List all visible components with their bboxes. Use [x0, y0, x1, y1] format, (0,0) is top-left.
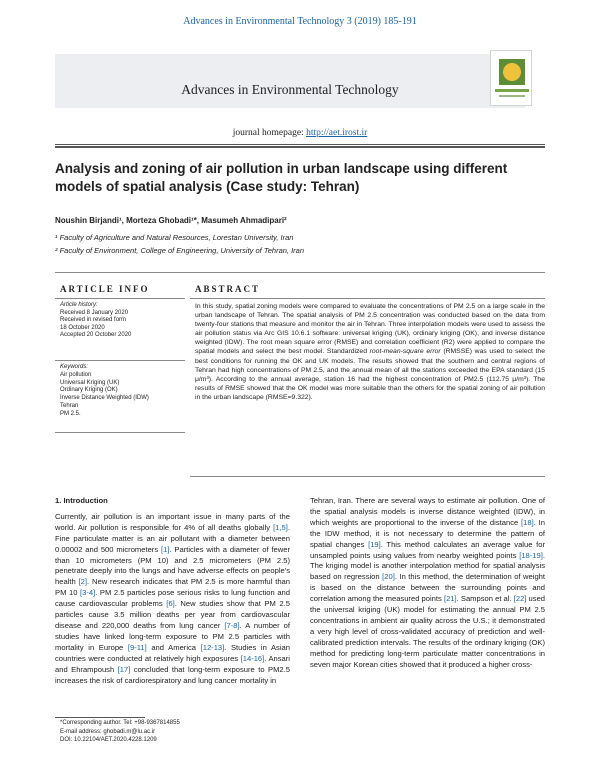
- keyword: Air pollution: [60, 371, 92, 378]
- article-history: [60, 302, 131, 340]
- body-text: . Sampson et al.: [456, 594, 514, 604]
- affiliation-2: ² Faculty of Environment, College of Engineering, University of Tehran, Iran: [55, 246, 305, 255]
- divider: [55, 432, 185, 433]
- divider: [55, 298, 185, 299]
- divider: [55, 272, 545, 273]
- body-column-right: [310, 496, 545, 671]
- footnote-divider: [55, 717, 145, 718]
- citation-link[interactable]: [20]: [382, 572, 395, 582]
- body-text: . New studies show that PM 2.5 particles cause 3.5 million deaths per year from cardiovascular disease and 220,000 deaths from lung cancer: [55, 599, 290, 630]
- body-text: . This method calculates an average value for unsampled points using values from nearby weighted points: [310, 539, 545, 560]
- divider: [55, 144, 545, 145]
- journal-name: Advances in Environmental Technology: [181, 82, 399, 97]
- journal-banner: [55, 54, 525, 108]
- body-text: . A number of studies have linked long-term exposure to PM 2.5 particles with mortality in Europe: [55, 620, 290, 652]
- citation-link[interactable]: [19]: [368, 539, 381, 549]
- citation-link[interactable]: [21]: [443, 594, 457, 604]
- divider: [55, 360, 185, 361]
- history-label: Article history:: [60, 302, 98, 308]
- body-column-left: [55, 496, 290, 686]
- citation-link[interactable]: [17]: [117, 664, 131, 674]
- keyword: PM 2.5.: [60, 410, 81, 417]
- body-text: . Ansari and Ehrampoush: [55, 653, 290, 674]
- footnote-doi: DOI: 10.22104/AET.2020.4228.1209: [60, 737, 157, 743]
- body-text: concluded that long-term exposure to PM2.5 increases the risk of cardiorespiratory and lung cancer mortality in: [55, 664, 290, 685]
- citation-link[interactable]: [9-11]: [127, 642, 147, 652]
- citation-link[interactable]: [1]: [161, 544, 170, 554]
- citation-link[interactable]: [6]: [166, 599, 175, 609]
- citation-link[interactable]: [18-19]: [519, 550, 543, 560]
- keyword: Inverse Distance Weighted (IDW): [60, 395, 149, 402]
- paragraph: [310, 496, 545, 671]
- paper-title: Analysis and zoning of air pollution in urban landscape using different models of spatial analysis (Case study: Tehran): [55, 161, 508, 194]
- keywords: [60, 364, 149, 419]
- citation-link[interactable]: [22]: [513, 594, 527, 604]
- citation-link[interactable]: [14-16]: [240, 653, 265, 663]
- section-heading: 1. Introduction: [55, 496, 108, 505]
- body-text: . PM 2.5 particles pose serious risks to lung function and cause cardiovascular problems: [55, 588, 290, 609]
- citation-link[interactable]: [7-8]: [224, 620, 240, 630]
- keyword: Universal Kriging (UK): [60, 379, 120, 386]
- author-list: Noushin Birjandi¹, Morteza Ghobadi¹*, Masumeh Ahmadipari²: [55, 216, 287, 225]
- journal-cover-image: [490, 50, 532, 106]
- body-text: . New research indicates that PM 2.5 is more harmful than PM 10: [55, 577, 290, 598]
- journal-citation: Advances in Environmental Technology 3 (2019) 185-191: [183, 16, 417, 27]
- affiliation-1: ¹ Faculty of Agriculture and Natural Resources, Lorestan University, Iran: [55, 233, 294, 242]
- history-line: 18 October 2020: [60, 324, 105, 331]
- citation-link[interactable]: [2]: [78, 577, 88, 587]
- abstract-heading: ABSTRACT: [195, 284, 261, 294]
- citation-link[interactable]: [1,5]: [273, 522, 288, 532]
- citation-link[interactable]: [12-13]: [200, 642, 225, 652]
- keyword: Ordinary Kriging (OK): [60, 387, 118, 394]
- paragraph: [55, 512, 290, 687]
- body-text: and America: [146, 642, 201, 652]
- body-text: used the universal kriging (UK) model for estimating the annual PM 2.5 concentrations in ambient air quality across the U.S.; it demonstrated a very high level of cross-validated accuracy of prediction and well-calibrated prediction intervals. The results of the ordinary kriging (OK) method for predicting long-term particulate matter concentrations in seven major Korean cities showed that it produced a higher cross-: [310, 594, 546, 669]
- body-text: . In this method, the determination of weight is based on the distance between the surrounding points and correlation among the measured points: [310, 572, 546, 604]
- citation-link[interactable]: [18]: [521, 517, 534, 527]
- body-text: . Fine particulate matter is an air pollutant with a diameter between 0.00002 and 500 micrometers: [55, 522, 290, 554]
- footnote-corresponding: *Corresponding author. Tel: +98-9367814855: [60, 720, 180, 726]
- history-line: Accepted 20 October 2020: [60, 332, 132, 339]
- history-line: Received 8 January 2020: [60, 309, 129, 316]
- divider: [190, 298, 545, 299]
- abstract-text: In this study, spatial zoning models were compared to evaluate the concentrations of PM 2.5 on a large scale in the urban landscape of Tehran. The spatial analysis of PM 2.5 concentration was conducted based on the data from twenty-four stations that measure and monitor the air in Tehran. Three interpolation models were used to assess the air pollution status via Arc GIS 10.6.1 software: universal kriging (UK), ordinary kriging (OK), and inverse distance weighted (IDW). The root mean square error (RMSE) and correlation coefficient (R2) were applied to compare the spatial models and select the best model. Standardized root-mean-square error (RMSSE) was used to select the best conditions for running the OK and UK models. The results showed that the southern and central regions of Tehran had high concentrations of PM 2.5, and the annual mean of all the stations exceeded the EPA standard (15 μ/m³). According to the annual average, station 16 had the highest concentration of PM2.5 (112.75 μ/m³). The results of RMSE showed that the OK model was more suitable than the others for the spatial zoning of air pollution in the urban landscape (RMSE=9.322).: [195, 303, 545, 401]
- body-text: . Particles with a diameter of fewer than 10 micrometers (PM 10) and 2.5 micrometers (PM 2.5) penetrate deeply into the lungs and have adverse effects on people's health: [55, 544, 291, 587]
- body-text: . Studies in Asian countries were conducted at relatively high exposures: [55, 642, 290, 663]
- keywords-label: Keywords:: [60, 364, 89, 370]
- footnotes: [60, 719, 180, 745]
- body-text: . In the IDW method, it is not necessary to determine the pattern of spatial changes: [310, 517, 545, 549]
- journal-homepage: [0, 128, 600, 138]
- body-text: . The kriging model is another interpolation method for spatial analysis based on regression: [310, 550, 545, 582]
- history-line: Received in revised form: [60, 317, 127, 324]
- citation-link[interactable]: [3-4]: [80, 588, 96, 598]
- keyword: Tehran: [60, 402, 79, 409]
- body-text: Tehran, Iran. There are several ways to estimate air pollution. One of the spatial analysis models is inverse distance weighted (IDW), in which weights are proportional to the inverse of the distance: [310, 496, 545, 527]
- divider: [190, 476, 545, 477]
- body-text: Currently, air pollution is an important issue in many parts of the world. Air pollution is responsible for 4% of all deaths globally: [55, 511, 290, 532]
- homepage-link[interactable]: http://aet.irost.ir: [306, 128, 368, 138]
- footnote-email: E-mail address: ghobadi.m@lu.ac.ir: [60, 728, 156, 735]
- homepage-label: journal homepage:: [232, 128, 307, 138]
- article-info-heading: ARTICLE INFO: [60, 284, 150, 294]
- divider: [55, 146, 545, 148]
